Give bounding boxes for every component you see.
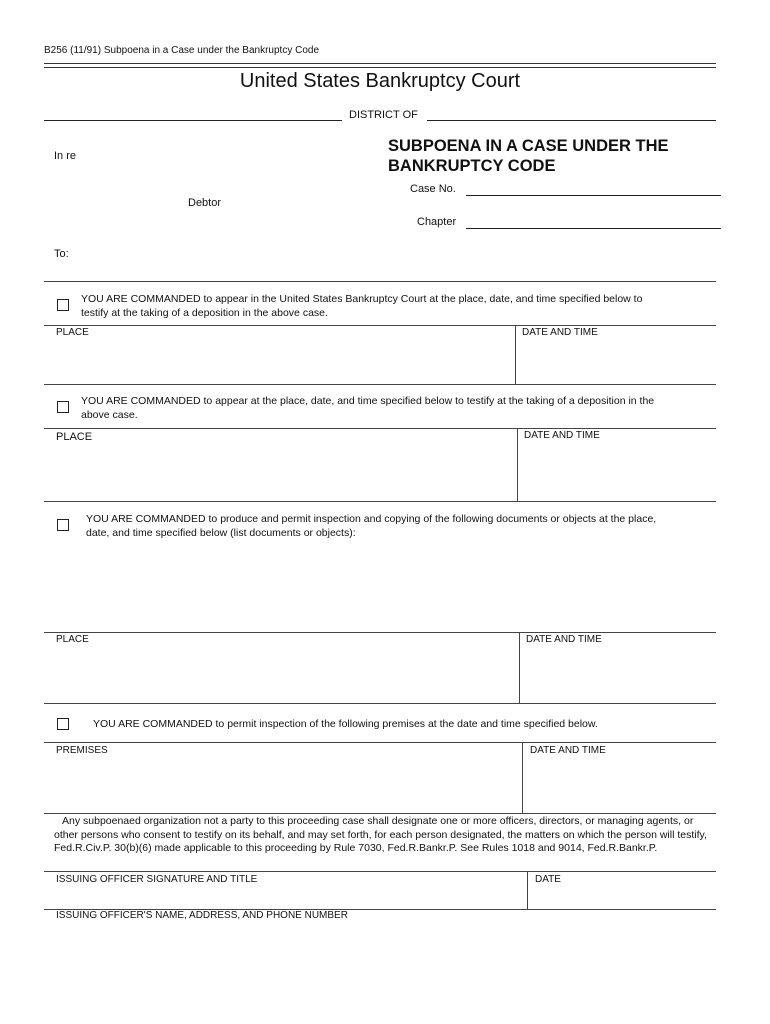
- subpoena-title-line2: BANKRUPTCY CODE: [388, 157, 556, 175]
- form-id: B256 (11/91) Subpoena in a Case under the Bankruptcy Code: [44, 45, 319, 56]
- issuing-divider: [527, 871, 528, 909]
- section3-table-bottom: [44, 703, 716, 704]
- appear-deposition-checkbox[interactable]: [57, 401, 69, 413]
- section4-command: [93, 717, 721, 731]
- section2-command-line1: YOU ARE COMMANDED to appear at the place, date, and time specified below to testify at the taking of a deposition in the: [81, 395, 655, 407]
- issuing-signature-label: ISSUING OFFICER SIGNATURE AND TITLE: [56, 874, 258, 885]
- date-label: DATE: [535, 874, 561, 885]
- district-label: DISTRICT OF: [349, 109, 418, 121]
- section3-table-top: [44, 632, 716, 633]
- header-rule-top: [44, 63, 716, 64]
- section4-table-top: [44, 742, 716, 743]
- to-label: To:: [54, 248, 69, 260]
- section1-datetime-label: DATE AND TIME: [522, 327, 598, 338]
- chapter-field[interactable]: [466, 228, 721, 229]
- case-no-field[interactable]: [466, 195, 721, 196]
- issuing-table-top: [44, 871, 716, 872]
- section1-table-bottom: [44, 384, 716, 385]
- section3-datetime-label: DATE AND TIME: [526, 634, 602, 645]
- section1-place-label: PLACE: [56, 327, 89, 338]
- section4-command-line1: YOU ARE COMMANDED to permit inspection of the following premises at the date and time specified below.: [93, 718, 598, 730]
- section2-command-line2: above case.: [81, 409, 138, 421]
- section1-command-line2: testify at the taking of a deposition in the above case.: [81, 307, 328, 319]
- section4-divider: [522, 742, 523, 813]
- section4-datetime-label: DATE AND TIME: [530, 745, 606, 756]
- appear-court-checkbox[interactable]: [57, 299, 69, 311]
- section2-table-top: [44, 428, 716, 429]
- section3-command: [86, 512, 721, 540]
- header-rule-bottom: [44, 67, 716, 68]
- section1-table-top: [44, 325, 716, 326]
- section2-divider: [517, 428, 518, 501]
- in-re-label: In re: [54, 150, 77, 162]
- debtor-label: Debtor: [188, 197, 222, 209]
- produce-documents-checkbox[interactable]: [57, 519, 69, 531]
- section1-divider: [515, 325, 516, 384]
- section1-command-line1: YOU ARE COMMANDED to appear in the United States Bankruptcy Court at the place, date, and time specified below to: [81, 293, 643, 305]
- section4-table-bottom: [44, 813, 716, 814]
- case-no-label: Case No.: [410, 183, 456, 195]
- court-name: United States Bankruptcy Court: [239, 70, 521, 92]
- subpoena-title: [388, 136, 718, 176]
- district-field[interactable]: [427, 120, 716, 121]
- district-line-left: [44, 120, 342, 121]
- section4-premises-label: PREMISES: [56, 745, 108, 756]
- section1-command: [81, 292, 721, 320]
- section3-command-line2: date, and time specified below (list documents or objects):: [86, 527, 356, 539]
- section1-top-rule: [44, 281, 716, 282]
- issuing-name-label: ISSUING OFFICER'S NAME, ADDRESS, AND PHONE NUMBER: [56, 910, 348, 921]
- section3-place-label: PLACE: [56, 634, 89, 645]
- subpoena-title-line1: SUBPOENA IN A CASE UNDER THE: [388, 137, 669, 155]
- chapter-label: Chapter: [417, 216, 457, 228]
- section2-datetime-label: DATE AND TIME: [524, 430, 600, 441]
- section2-place-label: PLACE: [56, 431, 93, 443]
- section3-divider: [519, 632, 520, 703]
- section2-table-bottom: [44, 501, 716, 502]
- section2-command: [81, 394, 721, 422]
- organization-notice: Any subpoenaed organization not a party to this proceeding case shall designate one or more officers, directors, or managing agents, or other persons who consent to testify on its behalf, and may set forth, for each person designated, the matters on which the person will testify, Fed.R.Civ.P. 30(b)(6) made applicable to this proceeding by Rule 7030, Fed.R.Bankr.P. See Rules 1018 and 9014, Fed.R.Bankr.P.: [54, 815, 707, 854]
- inspect-premises-checkbox[interactable]: [57, 718, 69, 730]
- section3-command-line1: YOU ARE COMMANDED to produce and permit inspection and copying of the following documents or objects at the place,: [86, 513, 657, 525]
